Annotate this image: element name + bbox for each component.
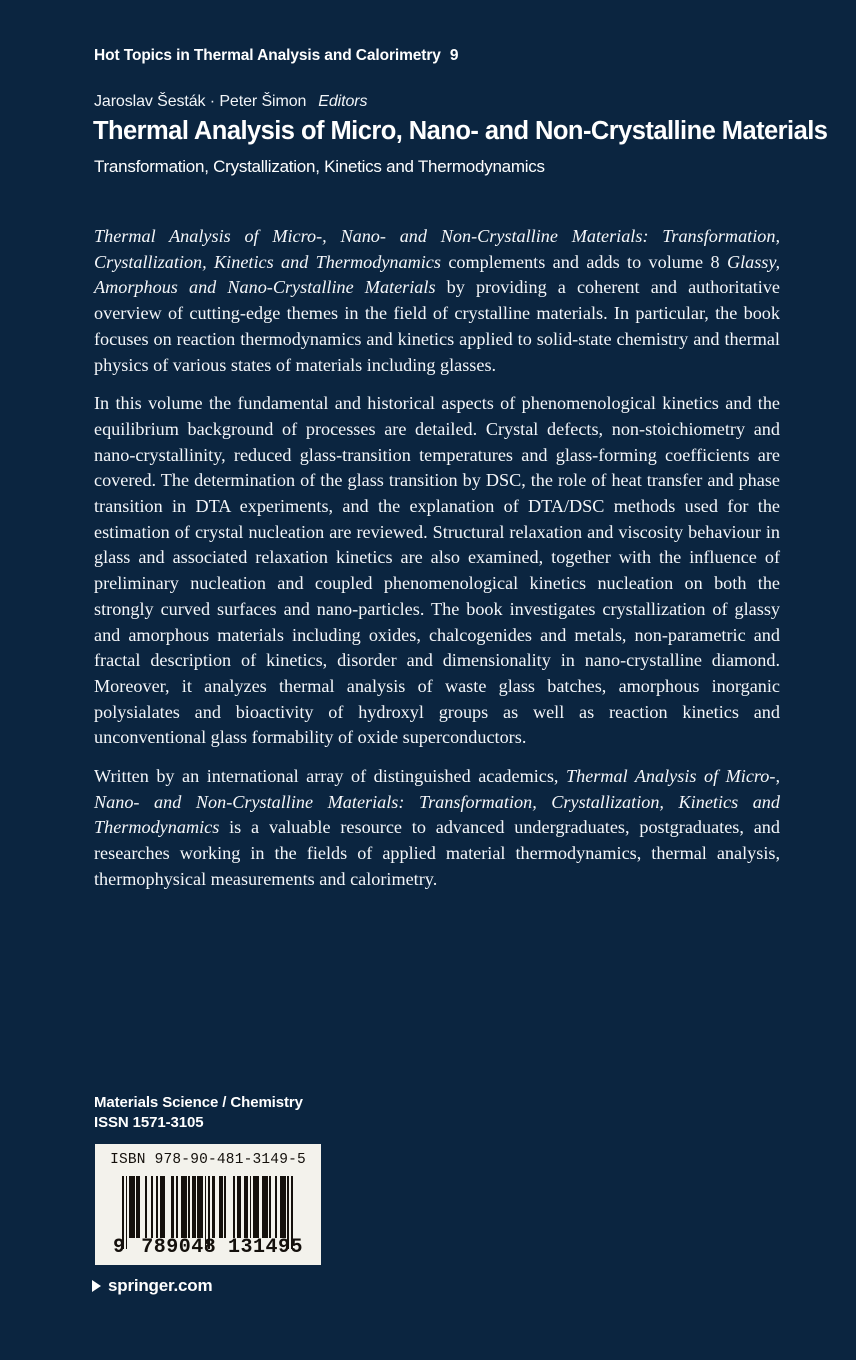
series-number: 9 bbox=[449, 47, 459, 64]
barcode-bars bbox=[122, 1176, 294, 1238]
blurb-p3-run-1: Written by an international array of distinguished academics, bbox=[94, 766, 566, 787]
publisher-url: springer.com bbox=[108, 1276, 213, 1295]
blurb-paragraph-1 bbox=[94, 224, 780, 378]
barcode-digits bbox=[113, 1236, 305, 1259]
book-subtitle: Transformation, Crystallization, Kinetics and Thermodynamics bbox=[94, 157, 545, 176]
blurb-p1-italic-title: Thermal Analysis of Micro-, Nano- and Non-Crystalline Materials: Transformation, Crystallization, Kinetics and Thermodynamics bbox=[94, 226, 780, 272]
subject-category: Materials Science / Chemistry bbox=[94, 1094, 303, 1111]
blurb-p3-italic-title: Thermal Analysis of Micro-, Nano- and Non-Crystalline Materials: Transformation, Crystallization, Kinetics and Thermodynamics bbox=[94, 766, 781, 838]
blurb-paragraph-2: In this volume the fundamental and historical aspects of phenomenological kinetics and the equilibrium background of processes are detailed. Crystal defects, non-stoichiometry and nano-crystallinity, reduced glass-transition temperatures and glass-forming coefficients are covered. The determination of the glass transition by DSC, the role of heat transfer and phase transition in DTA experiments, and the explanation of DTA/DSC methods used for the estimation of crystal nucleation are reviewed. Structural relaxation and viscosity behaviour in glass and associated relaxation kinetics are also examined, together with the influence of preliminary nucleation and coupled phenomenological kinetics nucleation on both the strongly curved surfaces and nano-particles. The book investigates crystallization of glassy and amorphous materials including oxides, chalcogenides and metals, non-parametric and fractal description of kinetics, disorder and dimensionality in nano-crystalline diamond. Moreover, it analyzes thermal analysis of waste glass batches, amorphous inorganic polysialates and bioactivity of hydroxyl groups as well as reaction kinetics and unconventional glass formability of oxide superconductors. bbox=[94, 393, 780, 748]
blurb-p1-run-2: by providing a coherent and authoritative overview of cutting-edge themes in the field of crystalline materials. In particular, the book focuses on reaction thermodynamics and kinetics applied to solid-state chemistry and thermal physics of various states of materials including glasses. bbox=[94, 277, 780, 375]
barcode-digit-lead: 9 bbox=[113, 1236, 126, 1259]
isbn-text: ISBN 978-90-481-3149-5 bbox=[110, 1152, 306, 1168]
play-triangle-icon bbox=[92, 1280, 101, 1292]
blurb-p3-run-2: is a valuable resource to advanced undergraduates, postgraduates, and researches working in the fields of applied material thermodynamics, thermal analysis, thermophysical measurements and calorimetry. bbox=[94, 817, 780, 889]
editors-label: Editors bbox=[318, 93, 368, 110]
barcode-digit-group-right: 131495 bbox=[227, 1236, 303, 1259]
issn: ISSN 1571-3105 bbox=[94, 1114, 204, 1131]
book-title: Thermal Analysis of Micro, Nano- and Non-Crystalline Materials bbox=[93, 117, 828, 145]
springer-wordmark[interactable] bbox=[92, 1276, 212, 1296]
blurb-p1-run-1: complements and adds to volume 8 bbox=[440, 251, 727, 272]
blurb-p1-italic-volume-title: Glassy, Amorphous and Nano-Crystalline Materials bbox=[94, 251, 780, 298]
editor-names: Jaroslav Šesták · Peter Šimon bbox=[94, 93, 307, 110]
editors-line bbox=[94, 93, 367, 111]
series-title: Hot Topics in Thermal Analysis and Calorimetry bbox=[94, 47, 441, 64]
series-title-line bbox=[94, 47, 458, 65]
blurb-paragraph-3 bbox=[94, 764, 780, 893]
barcode-digit-group-left: 789048 bbox=[141, 1236, 217, 1259]
back-cover-blurb bbox=[94, 224, 780, 893]
isbn-barcode bbox=[95, 1144, 321, 1265]
